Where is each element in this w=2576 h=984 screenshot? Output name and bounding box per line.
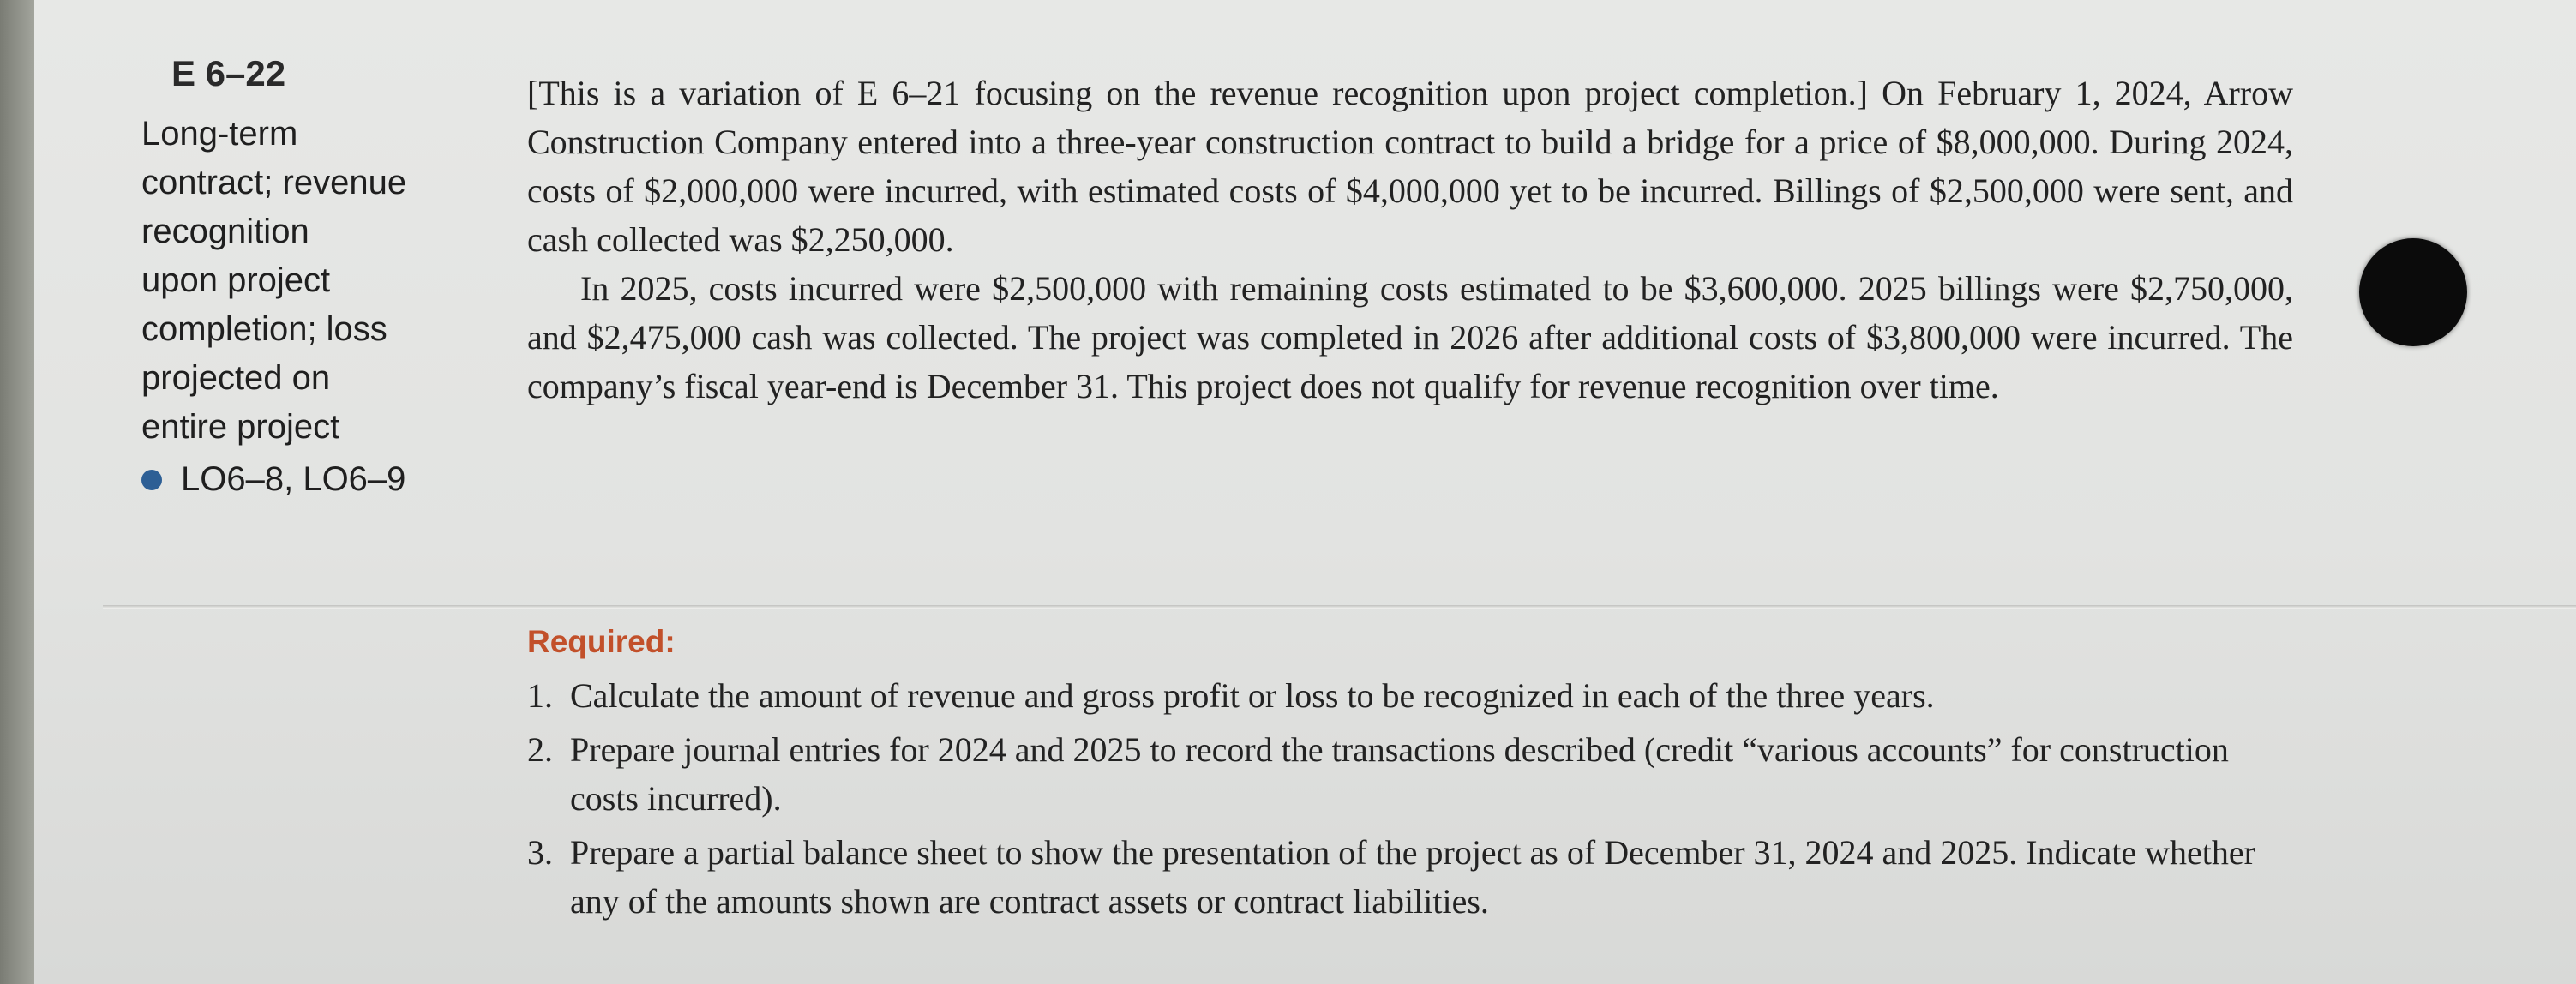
side-title-line: upon project (141, 261, 331, 299)
side-title-line: completion; loss (141, 310, 387, 348)
required-section (527, 617, 2293, 931)
required-item-text: Calculate the amount of revenue and gross profit or loss to be recognized in each of the three years. (570, 676, 1935, 715)
side-title-line: Long-term (141, 115, 298, 153)
required-item-text: Prepare journal entries for 2024 and 2025 to record the transactions described (credit “various accounts” for construction costs incurred). (570, 730, 2229, 818)
body-paragraph: In 2025, costs incurred were $2,500,000 with remaining costs estimated to be $3,600,000. 2025 billings were $2,750,000, and $2,475,000 cash was collected. The project was completed in 2026 after additional costs of $3,800,000 were incurred. The company’s fiscal year-end is December 31. This project does not qualify for revenue recognition over time. (527, 269, 2293, 405)
side-title-line: projected on (141, 359, 331, 397)
exercise-body (527, 69, 2293, 411)
page-fold-shadow (0, 0, 34, 984)
page-crease (103, 605, 2576, 609)
bullet-dot-icon (141, 470, 162, 490)
required-item (527, 828, 2293, 926)
exercise-side-title (141, 110, 501, 452)
required-item (527, 725, 2293, 823)
learning-objectives (141, 460, 501, 499)
side-title-line: entire project (141, 408, 340, 446)
side-title-line: contract; revenue (141, 164, 407, 201)
binder-hole (2359, 238, 2467, 346)
exercise-number: E 6–22 (171, 53, 286, 93)
required-item-number: 3. (527, 833, 553, 872)
learning-objectives-text: LO6–8, LO6–9 (181, 460, 406, 498)
exercise-margin (141, 53, 501, 499)
required-item-number: 1. (527, 676, 553, 715)
required-label: Required: (527, 624, 676, 659)
required-item (527, 671, 2293, 720)
required-item-text: Prepare a partial balance sheet to show the presentation of the project as of December 31, 2024 and 2025. Indicate whether any of the amounts shown are contract assets or contract liabilities. (570, 833, 2255, 921)
required-item-number: 2. (527, 730, 553, 769)
side-title-line: recognition (141, 213, 309, 250)
body-paragraph: [This is a variation of E 6–21 focusing on the revenue recognition upon project completion.] On February 1, 2024, Arrow Construction Company entered into a three-year construction contract to build a bridge for a price of $8,000,000. During 2024, costs of $2,000,000 were incurred, with estimated costs of $4,000,000 yet to be incurred. Billings of $2,500,000 were sent, and cash collected was $2,250,000. (527, 74, 2293, 259)
